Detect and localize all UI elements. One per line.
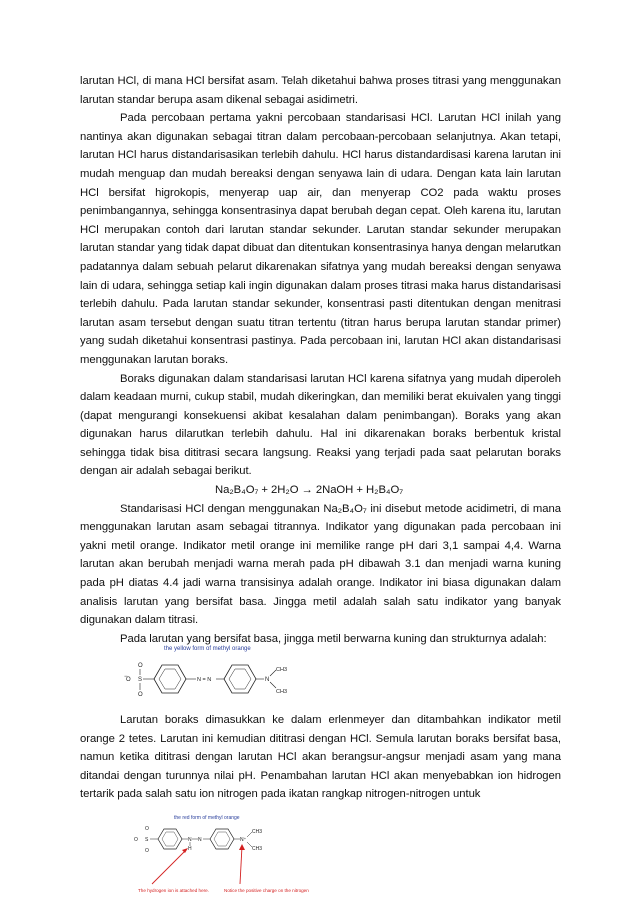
figure2-caption: the red form of methyl orange xyxy=(174,815,240,821)
fig2-ch3-bottom: CH3 xyxy=(252,846,263,852)
fig2-o-bottom: O xyxy=(145,848,149,854)
fig2-n-b: N xyxy=(198,837,202,843)
paragraph-2: Pada percobaan pertama yakni percobaan standarisasi HCl. Larutan HCl inilah yang nantinya akan digunakan sebagai titran dalam percobaan-percobaan selanjutnya. Akan tetapi, larutan HCl harus distandarisasikan terlebih dahulu. HCl harus distandardisasi karena larutan ini mudah menguap dan mudah bereaksi dengan senyawa lain di udara. Dengan kata lain larutan HCl bersifat higrokopis, menyerap uap air, dan menyerap CO2 pada waktu proses penimbangannya, sehingga konsentrasinya dapat berubah degan cepat. Oleh karena itu, larutan HCl merupakan contoh dari larutan standar sekunder. Larutan standar sekunder merupakan larutan standar yang tidak dapat dibuat dan ditentukan konsentrasinya hanya dengan melarutkan padatannya dalam sebuah pelarut dikarenakan sifatnya yang mudah bereaksi dengan senyawa lain di udara, sehingga setiap kali ingin digunakan dalam proses titrasi maka harus distandarisasi terlebih dahulu. Pada larutan standar sekunder, konsentrasi pasti ditentukan dengan menitrasi larutan asam tersebut dengan suatu titran tertentu (titran harus berupa larutan standar primer) yang sudah diketahui konsentrasi pastinya. Pada percobaan ini, larutan HCl akan distandarisasi menggunakan larutan boraks. xyxy=(80,112,561,366)
paragraph-6: Larutan boraks dimasukkan ke dalam erlenmeyer dan ditambahkan indikator metil orange 2 tetes. Larutan ini kemudian dititrasi dengan HCl. Semula larutan boraks bersifat basa, namun ketika dititrasi dengan larutan HCl akan berangsur-angsur menjadi asam yang mana ditandai dengan turunnya nilai pH. Penambahan larutan HCl akan menyebabkan ion hidrogen tertarik pada salah satu ion nitrogen pada ikatan rangkap nitrogen-nitrogen untuk xyxy=(80,714,561,801)
methyl-orange-yellow-structure xyxy=(124,642,294,706)
fig2-h: H xyxy=(188,846,192,852)
fig1-o-left: O xyxy=(126,677,131,683)
fig1-n: N xyxy=(265,677,270,683)
body-text-top xyxy=(80,72,561,648)
fig2-o-top: O xyxy=(145,826,149,832)
body-text-bottom xyxy=(80,711,561,804)
fig1-azo: N = N xyxy=(197,677,212,683)
methyl-orange-red-structure xyxy=(112,812,309,902)
paragraph-4: Standarisasi HCl dengan menggunakan Na₂B₄O₇ ini disebut metode acidimetri, di mana menggunakan larutan asam sebagai titrannya. Indikator yang digunakan pada percobaan ini yakni metil orange. Indikator metil orange ini memilike range pH dari 3,1 sampai 4,4. Warna larutan akan berubah menjadi warna merah pada pH dibawah 3.1 dan menjadi warna kuning pada pH diatas 4.4 jadi warna transisinya adalah orange. Indikator ini biasa digunakan dalam analisis larutan yang bersifat basa. Jingga metil adalah salah satu indikator yang banyak digunakan dalam titrasi. xyxy=(80,502,561,627)
fig1-o-top: O xyxy=(138,663,143,669)
fig2-s: S xyxy=(145,837,149,843)
paragraph-5: Pada larutan yang bersifat basa, jingga metil berwarna kuning dan strukturnya adalah: xyxy=(120,632,547,645)
paragraph-3: Boraks digunakan dalam standarisasi larutan HCl karena sifatnya yang mudah diperoleh dalam keadaan murni, cukup stabil, mudah dikeringkan, dan memiliki berat ekuivalen yang tinggi (dapat mengurangi konsekuensi akibat kesalahan dalam penimbangan). Boraks yang akan digunakan harus dilarutkan terlebih dahulu. Hal ini dikarenakan boraks berbentuk kristal sehingga tidak bisa dititrasi secara langsung. Reaksi yang terjadi pada saat pelarutan boraks dengan air adalah sebagai berikut. xyxy=(80,372,561,478)
arrow-nitrogen xyxy=(240,846,242,884)
fig2-ch3-top: CH3 xyxy=(252,829,263,835)
note-nitrogen xyxy=(224,888,309,893)
fig1-ch3-bottom: CH3 xyxy=(276,689,288,695)
reaction-equation: Na₂B₄O₇ + 2H₂O → 2NaOH + H₂B₄O₇ xyxy=(215,484,404,497)
fig1-minus: − xyxy=(124,674,128,680)
note-nitrogen-text: Notice the positive charge on the nitrogen xyxy=(224,888,309,893)
paragraph-1: larutan HCl, di mana HCl bersifat asam. Telah diketahui bahwa proses titrasi yang menggunakan larutan standar berupa asam dikenal sebagai asidimetri. xyxy=(80,75,561,106)
fig1-o-bottom: O xyxy=(138,692,143,698)
figure1-caption: the yellow form of methyl orange xyxy=(164,646,251,652)
fig1-s: S xyxy=(138,677,143,683)
fig1-ch3-top: CH3 xyxy=(276,667,288,673)
fig2-n-a: N xyxy=(188,837,192,843)
note-hydrogen xyxy=(138,888,209,893)
note-hydrogen-text: The hydrogen ion is attached here. xyxy=(138,888,209,893)
fig2-nplus: N⁺ xyxy=(240,837,247,843)
fig2-o-left: O xyxy=(134,837,138,843)
arrow-hydrogen xyxy=(152,850,186,884)
